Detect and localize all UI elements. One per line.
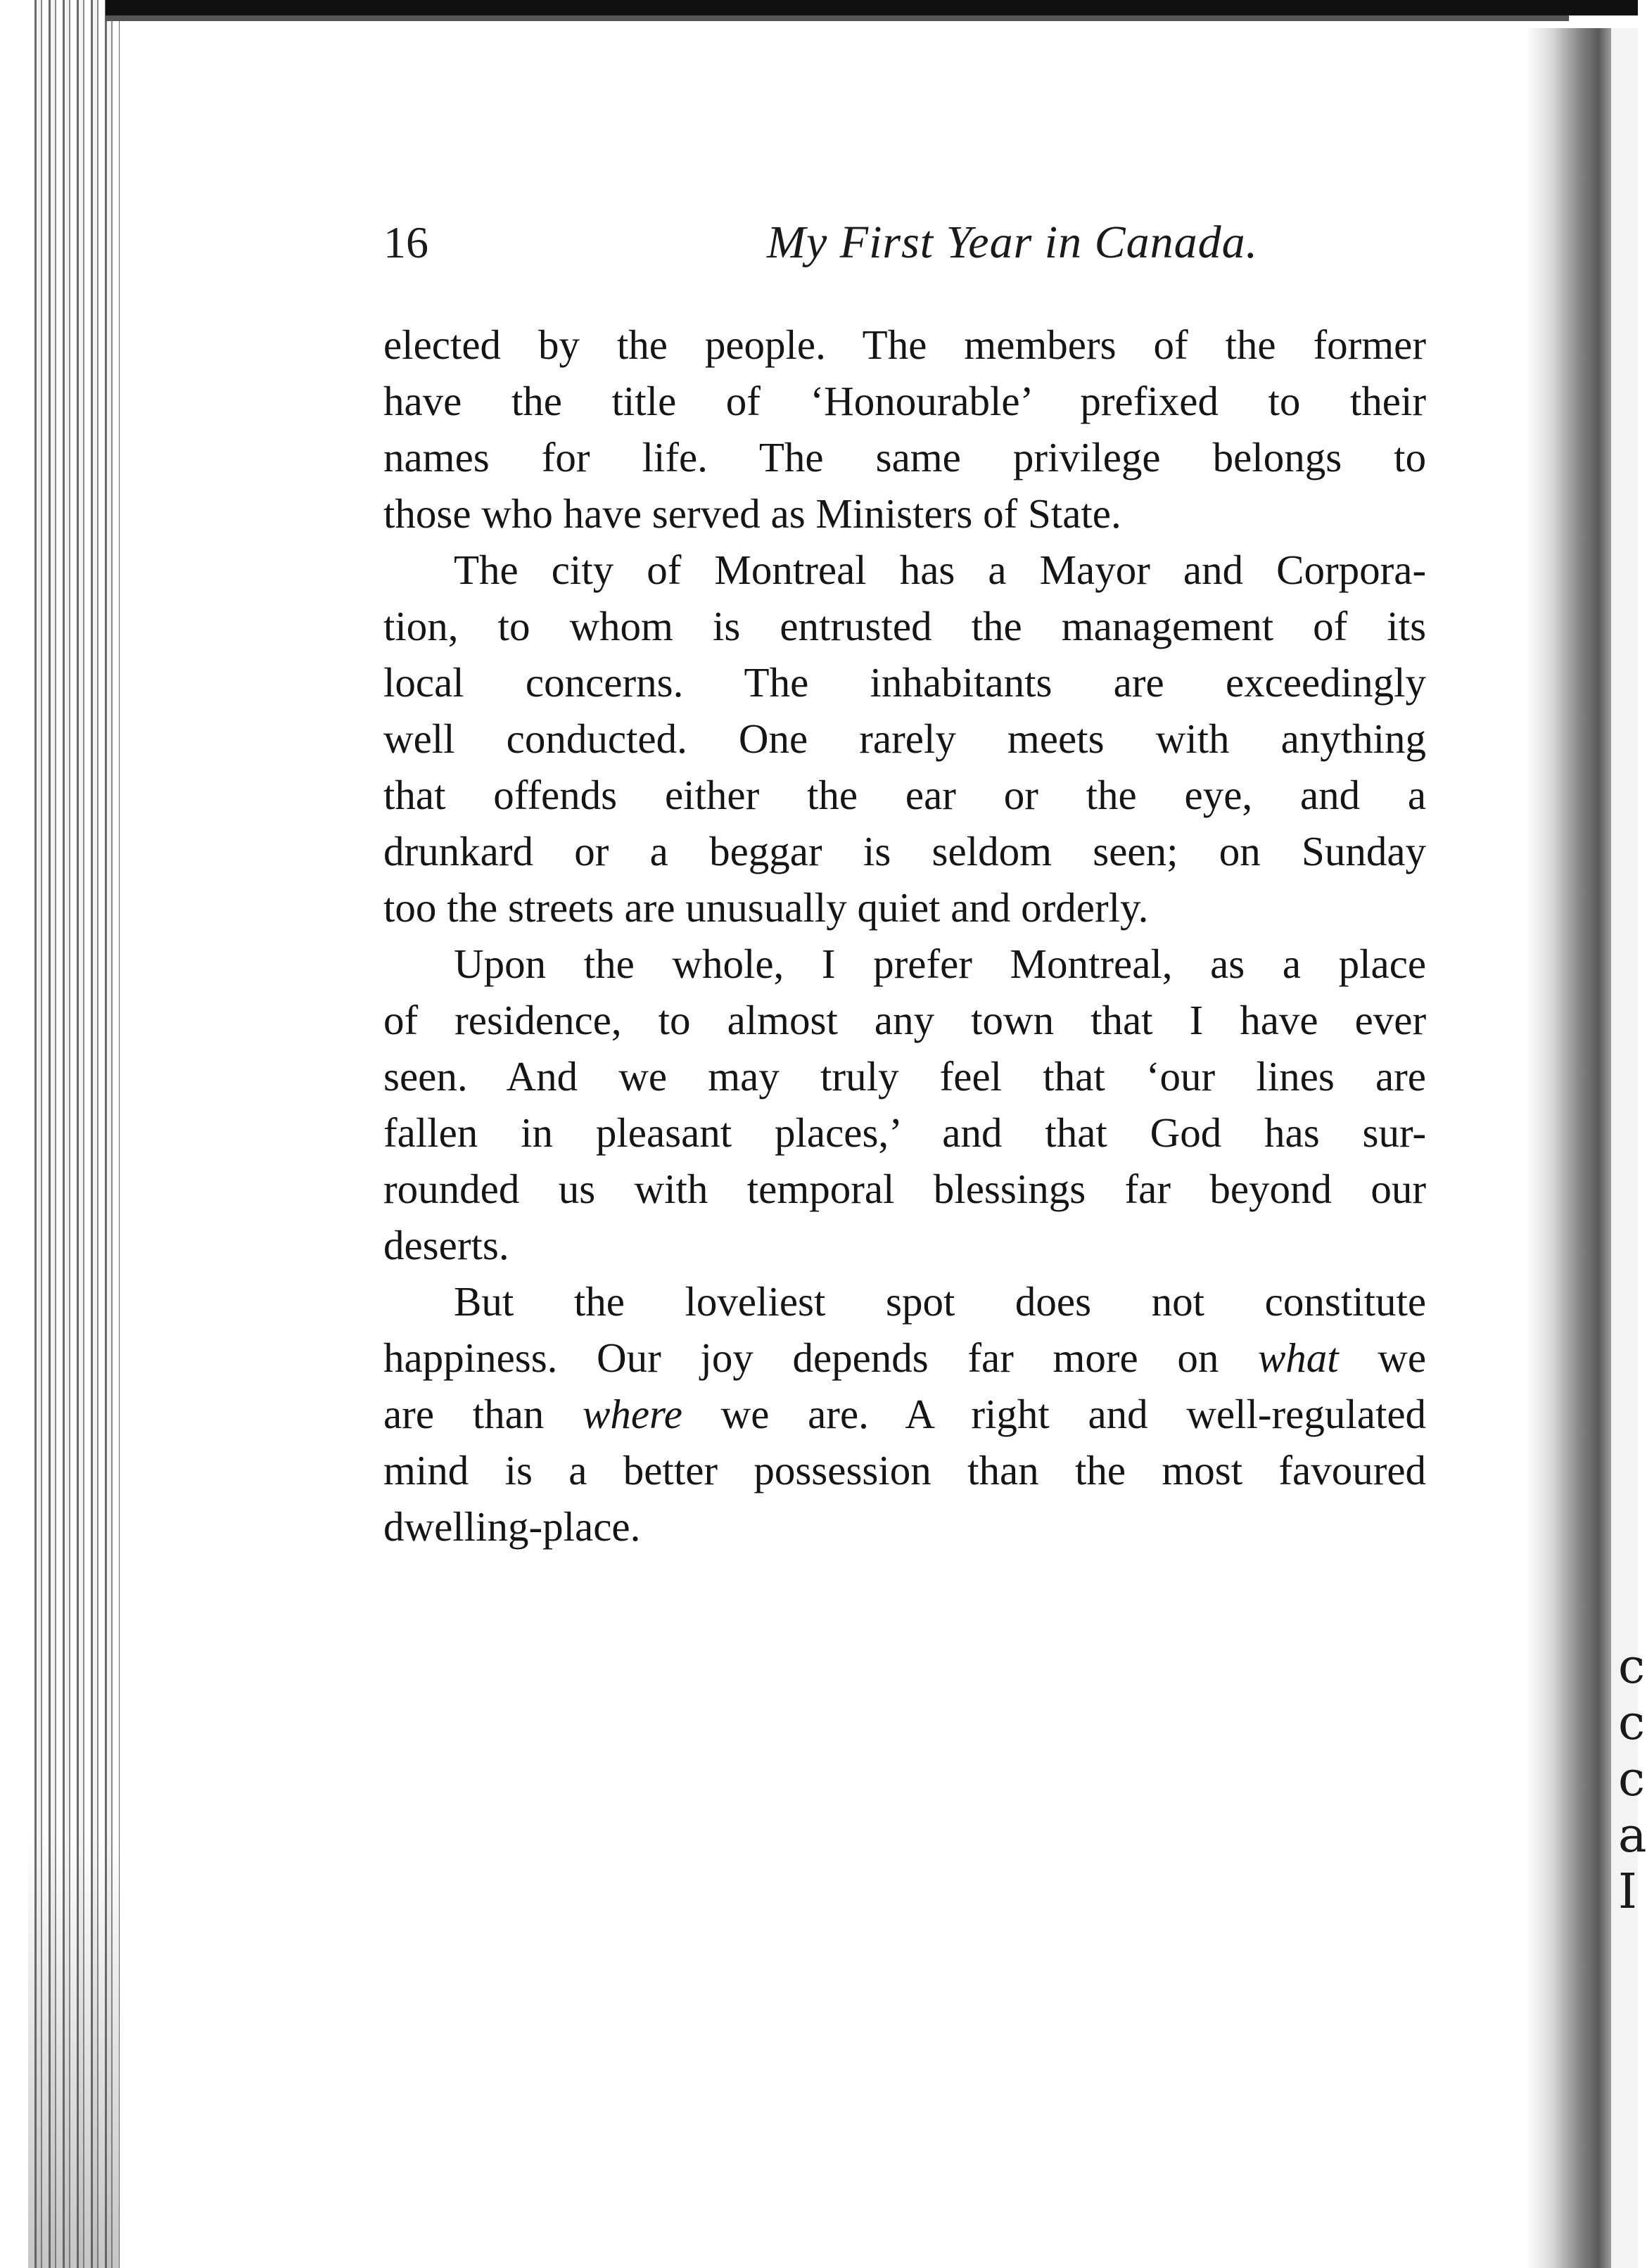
page-number: 16 xyxy=(383,217,428,267)
opposite-fragment: c xyxy=(1618,1639,1646,1695)
text-line: are than where we are. A right and well-regulated xyxy=(383,1391,1427,1437)
text-line: well conducted. One rarely meets with anything xyxy=(383,715,1427,762)
paragraph xyxy=(383,542,1426,936)
text-line: Upon the whole, I prefer Montreal, as a place xyxy=(454,941,1427,987)
scanner-top-border xyxy=(106,0,1638,15)
text-line: tion, to whom is entrusted the management of its xyxy=(383,603,1427,649)
opposite-fragment: I xyxy=(1618,1864,1637,1920)
text-line: rounded us with temporal blessings far beyond our xyxy=(383,1166,1427,1212)
text-line: dwelling-place. xyxy=(383,1503,641,1550)
text-line: But the loveliest spot does not constitute xyxy=(454,1278,1427,1325)
text-line: that offends either the ear or the eye, and a xyxy=(383,772,1427,818)
text-line: of residence, to almost any town that I have ever xyxy=(383,997,1427,1043)
body-text xyxy=(383,317,1426,1555)
opposite-page-fragments xyxy=(1618,1639,1647,1920)
paragraph-container xyxy=(383,317,1426,1555)
text-line: happiness. Our joy depends far more on what we xyxy=(383,1334,1427,1381)
text-line: deserts. xyxy=(383,1222,509,1268)
text-line: names for life. The same privilege belongs to xyxy=(383,434,1427,480)
text-line: elected by the people. The members of the former xyxy=(383,321,1427,368)
book-page xyxy=(120,21,1527,2268)
text-line: those who have served as Ministers of State. xyxy=(383,490,1121,537)
paragraph xyxy=(383,317,1426,542)
book-gutter-shadow xyxy=(1527,28,1611,2268)
opposite-fragment: c xyxy=(1618,1695,1646,1751)
text-line: too the streets are unusually quiet and orderly. xyxy=(383,884,1149,931)
text-line: seen. And we may truly feel that ‘our lines are xyxy=(383,1053,1426,1100)
text-line: local concerns. The inhabitants are exceedingly xyxy=(383,659,1426,706)
page-stack-shadow xyxy=(28,1829,120,2268)
opposite-fragment: c xyxy=(1618,1752,1646,1807)
text-line: The city of Montreal has a Mayor and Corpora- xyxy=(454,547,1427,593)
opposite-page-edge xyxy=(1611,28,1647,2268)
paragraph xyxy=(383,936,1426,1273)
running-head xyxy=(383,208,1323,278)
opposite-fragment: a xyxy=(1618,1808,1647,1864)
text-line: fallen in pleasant places,’ and that God has sur- xyxy=(383,1109,1427,1156)
running-title: My First Year in Canada. xyxy=(767,217,1259,268)
text-line: drunkard or a beggar is seldom seen; on Sunday xyxy=(383,828,1427,874)
scan-left-margin xyxy=(0,0,28,2268)
text-line: mind is a better possession than the most favoured xyxy=(383,1447,1427,1493)
text-line: have the title of ‘Honourable’ prefixed to their xyxy=(383,378,1427,424)
paragraph xyxy=(383,1273,1426,1555)
scanner-top-border-shadow xyxy=(106,15,1569,21)
